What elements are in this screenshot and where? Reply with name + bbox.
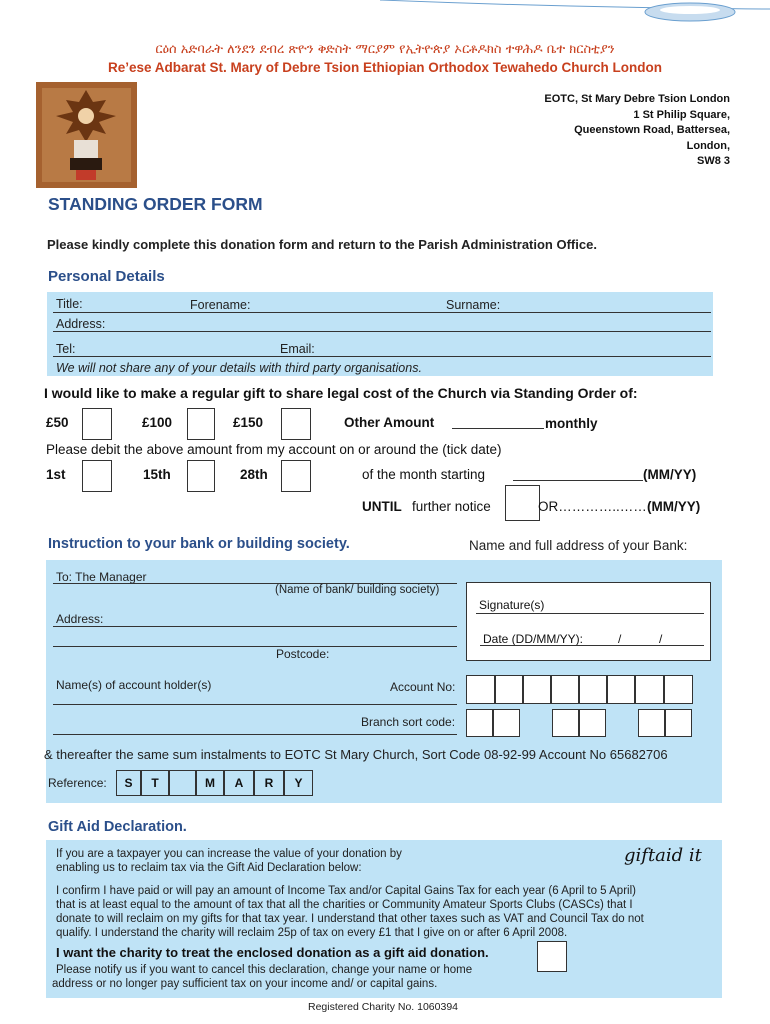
page-curl-decoration [380, 0, 770, 30]
to-manager-label: To: The Manager [56, 570, 147, 584]
date-label: Date (DD/MM/YY): [483, 632, 584, 646]
date-input-line[interactable] [480, 645, 704, 646]
gift-aid-intro-line: enabling us to reclaim tax via the Gift Aid Declaration below: [56, 862, 362, 874]
registered-charity-number: Registered Charity No. 1060394 [308, 1001, 459, 1013]
account-digit-box[interactable] [579, 675, 607, 704]
email-label: Email: [280, 342, 315, 356]
reference-char: M [196, 770, 224, 796]
monthly-label: monthly [545, 416, 598, 431]
account-holders-input-line[interactable] [53, 704, 457, 705]
account-digit-box[interactable] [523, 675, 551, 704]
sort-code-digit-box[interactable] [665, 709, 692, 737]
month-starting-label: of the month starting [362, 467, 486, 482]
day-28th-checkbox[interactable] [281, 460, 311, 492]
amount-150-checkbox[interactable] [281, 408, 311, 440]
sort-code-digit-box[interactable] [579, 709, 606, 737]
english-church-name: Re’ese Adbarat St. Mary of Debre Tsion Ethiopian Orthodox Tewahedo Church London [107, 60, 663, 75]
address-label: Address: [56, 317, 106, 331]
amount-100-checkbox[interactable] [187, 408, 215, 440]
form-intro: Please kindly complete this donation form and return to the Parish Administration Office. [47, 237, 597, 252]
other-amount-input-line[interactable] [452, 428, 544, 429]
account-digit-box[interactable] [635, 675, 664, 704]
church-address [544, 92, 730, 170]
day-15th-label: 15th [143, 467, 171, 482]
date-separator: / [659, 632, 663, 646]
church-logo [36, 82, 137, 188]
address-input-line[interactable] [53, 331, 711, 332]
until-label: UNTIL [362, 499, 402, 514]
debit-instruction: Please debit the above amount from my account on or around the (tick date) [46, 442, 502, 457]
reference-char: R [254, 770, 284, 796]
sort-code-line [53, 734, 457, 735]
other-amount-label: Other Amount [344, 415, 435, 430]
declaration-line: qualify. I understand the charity will reclaim 25p of tax on every £1 that I give on or after 6 April 2008. [56, 927, 568, 939]
day-1st-checkbox[interactable] [82, 460, 112, 492]
thereafter-instruction: & thereafter the same sum instalments to EOTC St Mary Church, Sort Code 08-92-99 Account No 65682706 [44, 747, 668, 762]
amount-50-checkbox[interactable] [82, 408, 112, 440]
gift-aid-heading: Gift Aid Declaration. [48, 819, 187, 835]
form-title: STANDING ORDER FORM [48, 194, 263, 214]
signature-label: Signature(s) [479, 598, 545, 612]
account-digit-box[interactable] [607, 675, 635, 704]
privacy-note: We will not share any of your details with third party organisations. [56, 361, 422, 375]
gift-aid-intro-line: If you are a taxpayer you can increase the value of your donation by [56, 848, 402, 860]
address-line: Queenstown Road, Battersea, [574, 124, 730, 136]
signature-input-line[interactable] [476, 613, 704, 614]
day-15th-checkbox[interactable] [187, 460, 215, 492]
contact-input-line[interactable] [53, 356, 711, 357]
bank-instruction-heading: Instruction to your bank or building society. [48, 536, 350, 552]
account-number-label: Account No: [390, 680, 456, 694]
declaration-line: I confirm I have paid or will pay an amount of Income Tax and/or Capital Gains Tax for each year (6 April to 5 April) [56, 885, 636, 897]
reference-label: Reference: [48, 776, 107, 790]
forename-label: Forename: [190, 298, 251, 312]
account-digit-box[interactable] [495, 675, 523, 704]
regular-gift-heading: I would like to make a regular gift to share legal cost of the Church via Standing Order of: [44, 385, 638, 401]
bank-address-label: Address: [56, 612, 104, 626]
declaration-line: that is at least equal to the amount of tax that all the charities or Community Amateur Sports Clubs (CASCs) that I [56, 899, 633, 911]
reference-char: A [224, 770, 254, 796]
account-holders-label: Name(s) of account holder(s) [56, 678, 212, 692]
tel-label: Tel: [56, 342, 76, 356]
postcode-label: Postcode: [276, 647, 330, 661]
sort-code-label: Branch sort code: [361, 715, 456, 729]
sort-code-digit-box[interactable] [552, 709, 579, 737]
bank-name-hint: (Name of bank/ building society) [275, 584, 440, 596]
gift-aid-logo: giftaid it [624, 845, 702, 866]
sort-code-digit-box[interactable] [493, 709, 520, 737]
address-line: SW8 3 [696, 155, 730, 167]
date-separator: / [618, 632, 622, 646]
address-line: EOTC, St Mary Debre Tsion London [544, 93, 730, 105]
bank-address-input-line[interactable] [53, 626, 457, 627]
start-date-format: (MM/YY) [643, 467, 697, 482]
account-digit-box[interactable] [466, 675, 495, 704]
address-line: 1 St Philip Square, [633, 108, 730, 121]
title-label: Title: [56, 297, 83, 311]
bank-address-input-line-2[interactable] [53, 646, 457, 647]
amount-100-label: £100 [142, 415, 173, 430]
amharic-church-name: ርዕሰ አድባራት ለንደን ደብረ ጽዮን ቅድስት ማርያም የኢትዮጵያ ኦርቶዶክስ ተዋሕዶ ቤተ ክርስቲያን [155, 42, 615, 57]
notify-line: address or no longer pay sufficient tax on your income and/ or capital gains. [52, 978, 438, 990]
reference-char [169, 770, 196, 796]
bank-name-address-label: Name and full address of your Bank: [469, 538, 688, 553]
reference-char: T [141, 770, 169, 796]
reference-char: S [116, 770, 141, 796]
reference-char: Y [284, 770, 313, 796]
notify-line: Please notify us if you want to cancel this declaration, change your name or home [56, 964, 473, 976]
sort-code-digit-box[interactable] [638, 709, 665, 737]
surname-label: Surname: [446, 298, 501, 312]
gift-aid-consent-text: I want the charity to treat the enclosed donation as a gift aid donation. [56, 945, 489, 960]
account-digit-box[interactable] [551, 675, 579, 704]
start-date-input-line[interactable] [513, 480, 643, 481]
address-line: London, [686, 139, 730, 152]
day-28th-label: 28th [240, 467, 268, 482]
account-digit-box[interactable] [664, 675, 693, 704]
gift-aid-checkbox[interactable] [537, 941, 567, 972]
or-end-date-field[interactable]: OR…………..…… [538, 499, 647, 514]
sort-code-digit-box[interactable] [466, 709, 493, 737]
day-1st-label: 1st [46, 467, 66, 482]
signature-box[interactable] [466, 582, 711, 661]
personal-details-heading: Personal Details [48, 268, 165, 285]
amount-50-label: £50 [46, 415, 69, 430]
end-date-format: (MM/YY) [647, 499, 701, 514]
further-notice-label: further notice [412, 499, 491, 514]
declaration-line: donate to will reclaim on my gifts for that tax year. I understand that other taxes such as VAT and Council Tax do not [56, 913, 644, 925]
name-input-line[interactable] [53, 312, 711, 313]
amount-150-label: £150 [233, 415, 264, 430]
further-notice-checkbox[interactable] [505, 485, 540, 521]
